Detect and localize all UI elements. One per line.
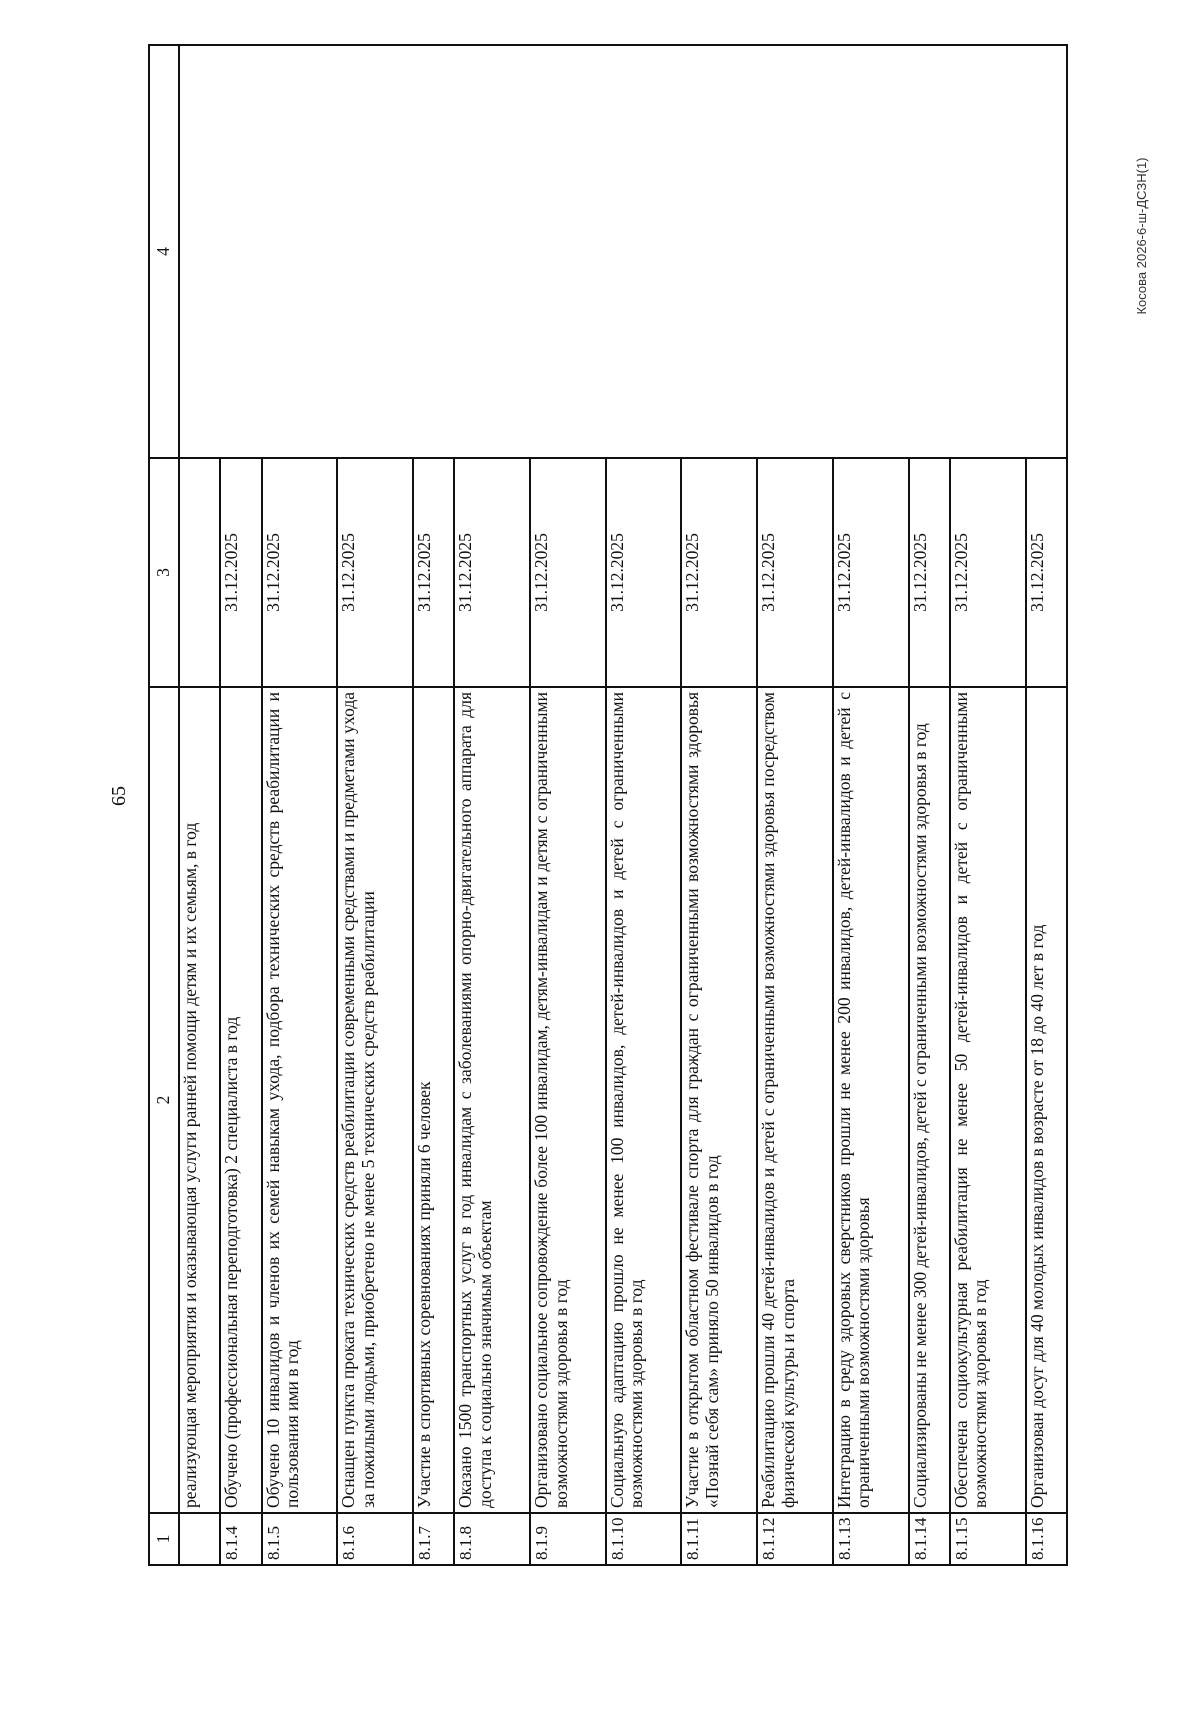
row-number: 8.1.7 xyxy=(413,1513,454,1565)
header-col-3: 3 xyxy=(149,458,179,687)
row-text: Оснащен пункта проката технических средств реабилитации современными средствами и предметами ухода за пожилыми людьми, приобретено не менее 5 технических средств реабилитации xyxy=(337,687,413,1513)
row-text: Обучено 10 инвалидов и членов их семей навыкам ухода, подбора технических средств реабилитации и пользования ими в год xyxy=(262,687,338,1513)
row-number: 8.1.15 xyxy=(950,1513,1026,1565)
row-number: 8.1.16 xyxy=(1026,1513,1067,1565)
row-number: 8.1.8 xyxy=(454,1513,530,1565)
row-number: 8.1.13 xyxy=(833,1513,909,1565)
header-col-2: 2 xyxy=(149,687,179,1513)
row-date: 31.12.2025 xyxy=(606,458,682,687)
row-text: Социальную адаптацию прошло не менее 100 инвалидов, детей-инвалидов и детей с ограниченными возможностями здоровья в год xyxy=(606,687,682,1513)
row-date: 31.12.2025 xyxy=(454,458,530,687)
row-date xyxy=(179,458,220,687)
row-text: Социализированы не менее 300 детей-инвалидов, детей с ограниченными возможностями здоровья в год xyxy=(909,687,950,1513)
row-date: 31.12.2025 xyxy=(681,458,757,687)
row-number: 8.1.9 xyxy=(530,1513,606,1565)
header-col-1: 1 xyxy=(149,1513,179,1565)
row-date: 31.12.2025 xyxy=(909,458,950,687)
row-text: реализующая мероприятия и оказывающая услуги ранней помощи детям и их семьям, в год xyxy=(179,687,220,1513)
document-table xyxy=(148,44,1068,1566)
row-date: 31.12.2025 xyxy=(220,458,261,687)
row-text: Организован досуг для 40 молодых инвалидов в возрасте от 18 до 40 лет в год xyxy=(1026,687,1067,1513)
row-number: 8.1.11 xyxy=(681,1513,757,1565)
row-date: 31.12.2025 xyxy=(337,458,413,687)
row-number: 8.1.6 xyxy=(337,1513,413,1565)
table-header-row xyxy=(149,45,179,1565)
row-text: Участие в спортивных соревнованиях приняли 6 человек xyxy=(413,687,454,1513)
table-row-continuation xyxy=(179,45,220,1565)
row-text: Обучено (профессиональная переподготовка) 2 специалиста в год xyxy=(220,687,261,1513)
row-number: 8.1.5 xyxy=(262,1513,338,1565)
row-number: 8.1.10 xyxy=(606,1513,682,1565)
header-col-4: 4 xyxy=(149,45,179,458)
row-text: Обеспечена социокультурная реабилитация не менее 50 детей-инвалидов и детей с ограниченными возможностями здоровья в год xyxy=(950,687,1026,1513)
row-text: Организовано социальное сопровождение более 100 инвалидам, детям-инвалидам и детям с ограниченными возможностями здоровья в год xyxy=(530,687,606,1513)
footer-document-code: Косова 2026-6-ш-ДСЗН(1) xyxy=(1134,157,1149,315)
row-date: 31.12.2025 xyxy=(757,458,833,687)
column-4-cell xyxy=(179,45,1067,458)
row-text: Оказано 1500 транспортных услуг в год инвалидам с заболеваниями опорно-двигательного аппарата для доступа к социально значимым объектам xyxy=(454,687,530,1513)
row-text: Участие в открытом областном фестивале спорта для граждан с ограниченными возможностями здоровья «Познай себя сам» приняло 50 инвалидов в год xyxy=(681,687,757,1513)
row-number: 8.1.12 xyxy=(757,1513,833,1565)
row-date: 31.12.2025 xyxy=(1026,458,1067,687)
row-text: Реабилитацию прошли 40 детей-инвалидов и детей с ограниченными возможностями здоровья посредством физической культуры и спорта xyxy=(757,687,833,1513)
row-date: 31.12.2025 xyxy=(950,458,1026,687)
row-number xyxy=(179,1513,220,1565)
row-date: 31.12.2025 xyxy=(262,458,338,687)
row-date: 31.12.2025 xyxy=(413,458,454,687)
page-number: 65 xyxy=(108,786,130,806)
row-text: Интеграцию в среду здоровых сверстников прошли не менее 200 инвалидов, детей-инвалидов и детей с ограниченными возможностями здоровья xyxy=(833,687,909,1513)
row-date: 31.12.2025 xyxy=(530,458,606,687)
row-number: 8.1.4 xyxy=(220,1513,261,1565)
row-date: 31.12.2025 xyxy=(833,458,909,687)
row-number: 8.1.14 xyxy=(909,1513,950,1565)
